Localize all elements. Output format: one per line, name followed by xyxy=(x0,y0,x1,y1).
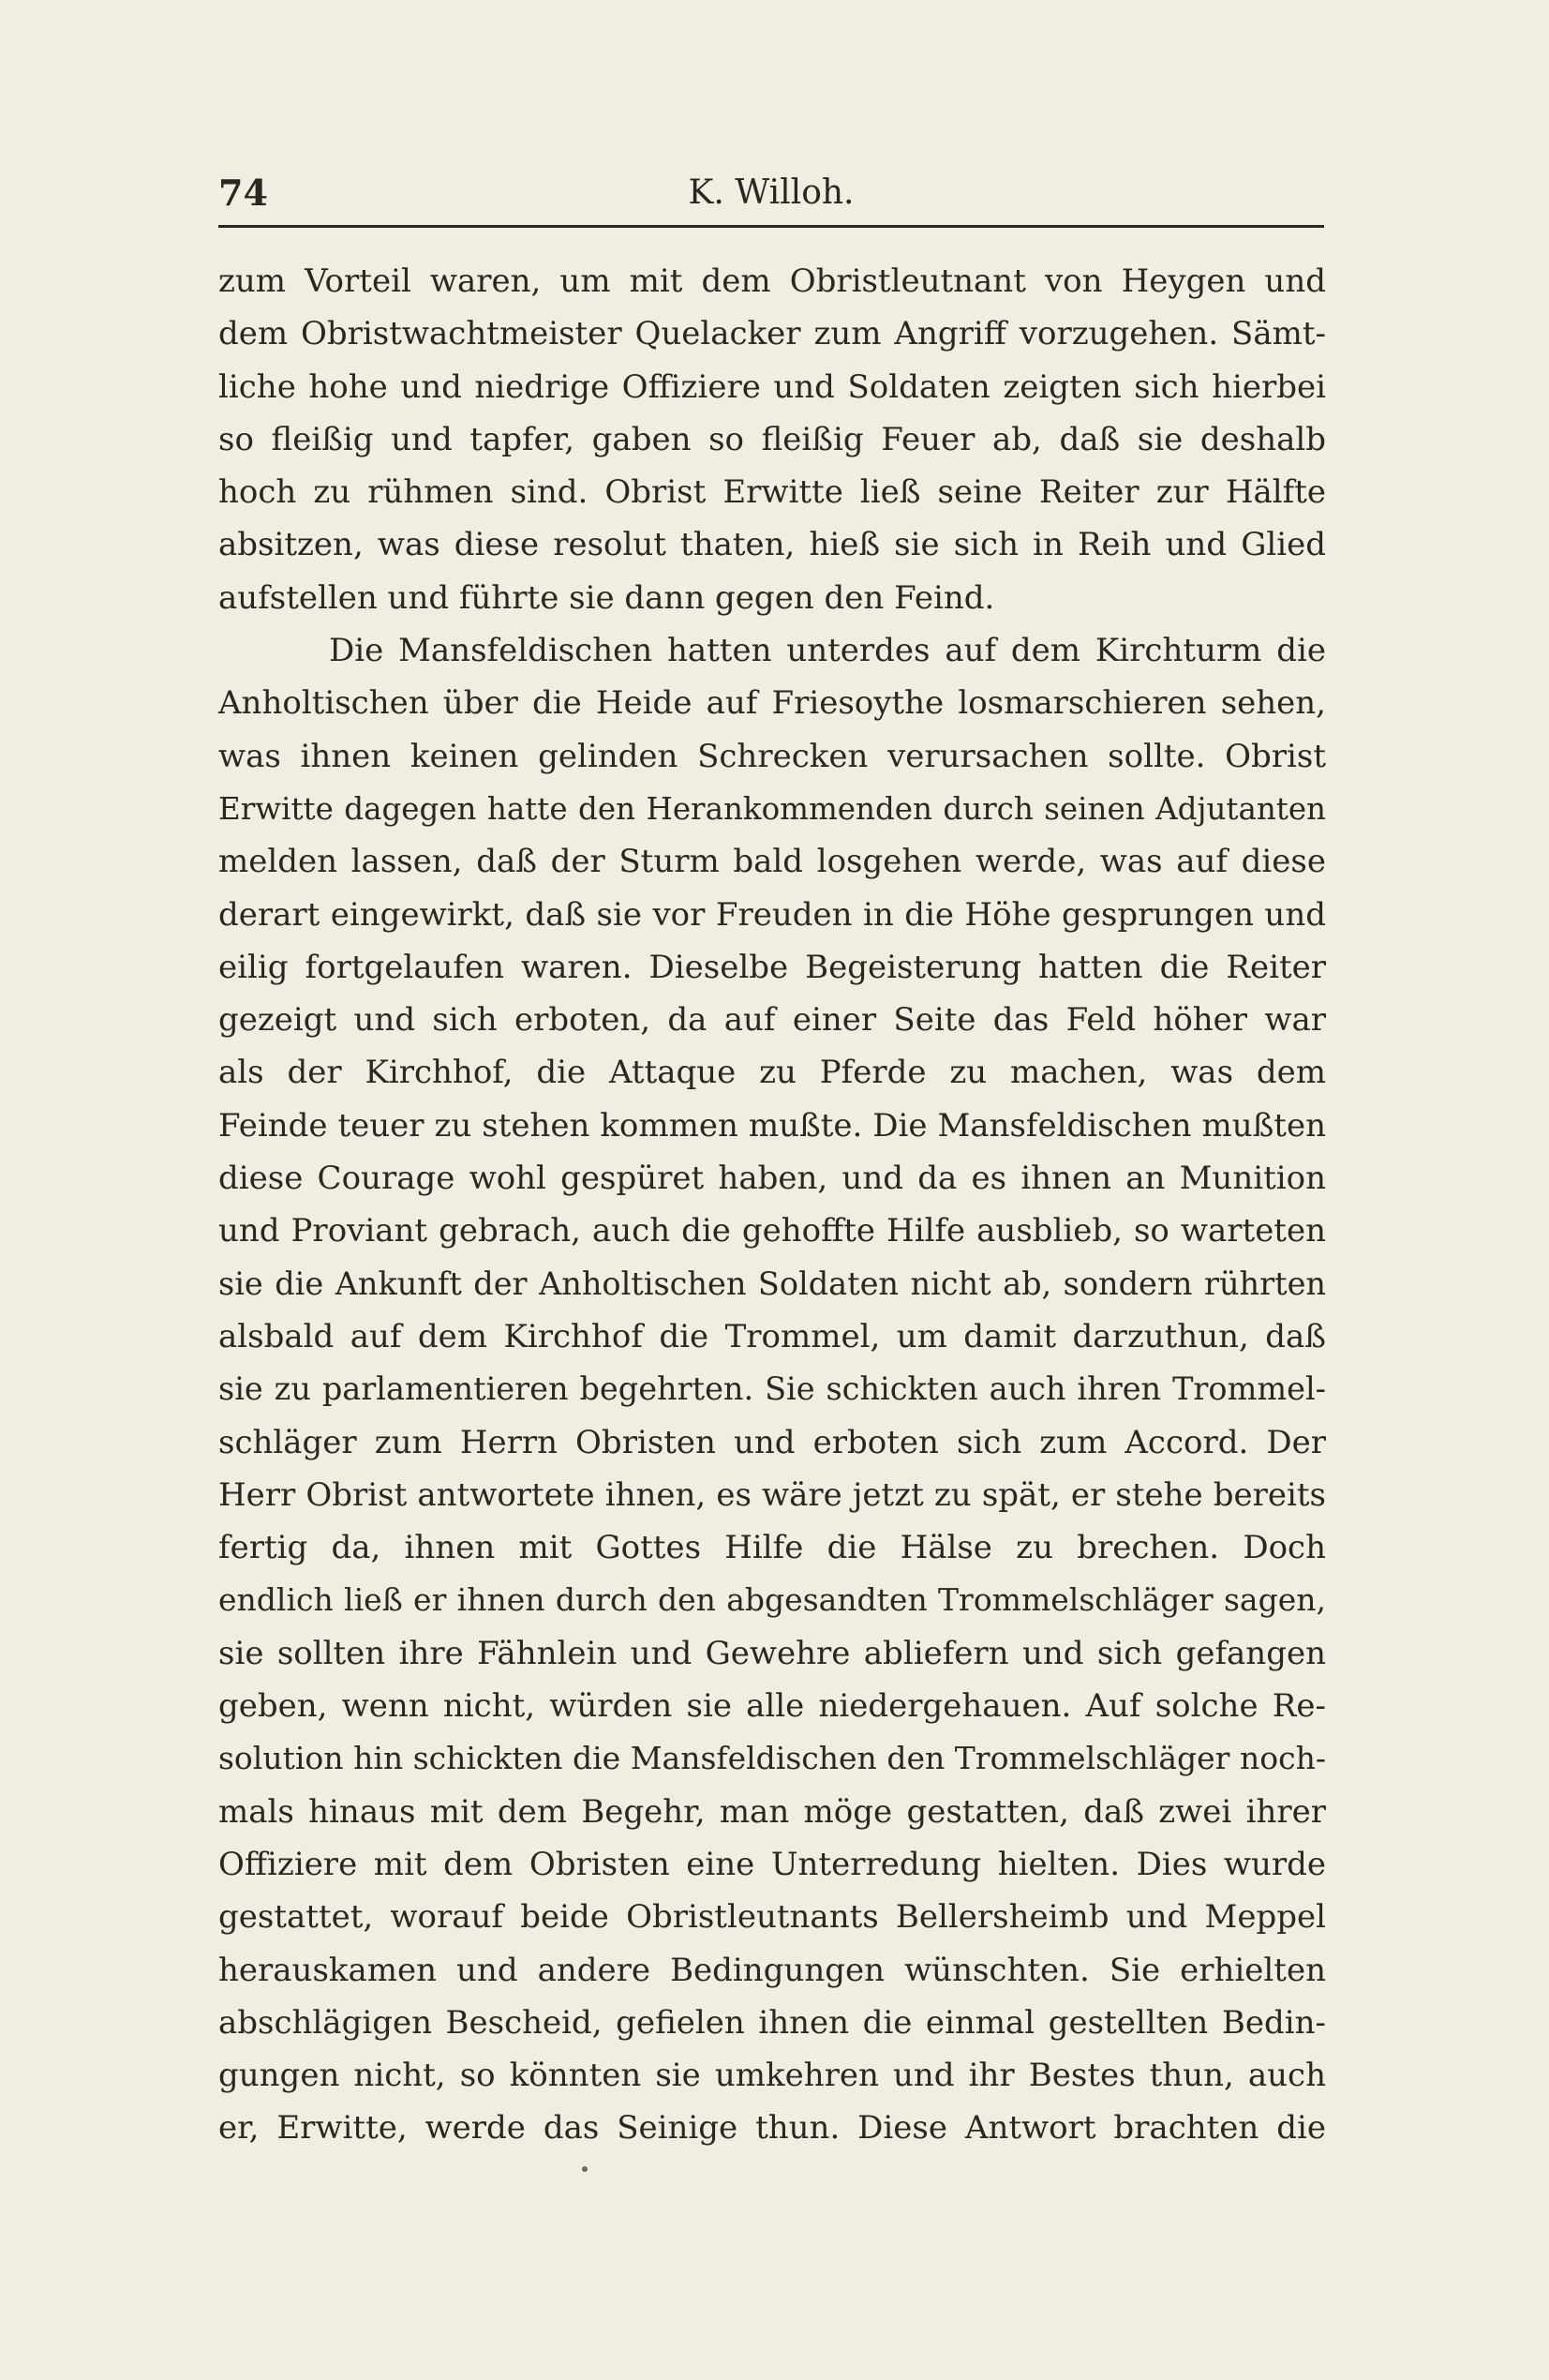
text-line: liche hohe und niedrige Offiziere und Soldaten zeigten sich hierbei xyxy=(218,367,1326,406)
running-head xyxy=(218,165,1324,221)
text-line: dem Obristwachtmeister Quelacker zum Angriff vorzugehen. Sämt- xyxy=(218,315,1326,353)
text-line: geben, wenn nicht, würden sie alle niedergehauen. Auf solche Re- xyxy=(218,1687,1326,1726)
text-line: als der Kirchhof, die Attaque zu Pferde zu machen, was dem xyxy=(218,1054,1326,1092)
text-line: gestattet, worauf beide Obristleutnants Bellersheimb und Meppel xyxy=(218,1898,1326,1937)
text-line: Herr Obrist antwortete ihnen, es wäre jetzt zu spät, er stehe bereits xyxy=(218,1475,1326,1514)
text-line: derart eingewirkt, daß sie vor Freuden in die Höhe gesprungen und xyxy=(218,895,1326,934)
text-line: sie zu parlamentieren begehrten. Sie schickten auch ihren Trommel- xyxy=(218,1370,1326,1408)
text-line: Offiziere mit dem Obristen eine Unterredung hielten. Dies wurde xyxy=(218,1845,1326,1883)
body-text xyxy=(218,255,1326,2155)
text-line: mals hinaus mit dem Begehr, man möge gestatten, daß zwei ihrer xyxy=(218,1792,1326,1831)
text-line: melden lassen, daß der Sturm bald losgehen werde, was auf diese xyxy=(218,843,1326,881)
text-line: alsbald auf dem Kirchhof die Trommel, um damit darzuthun, daß xyxy=(218,1317,1326,1355)
text-line: Feinde teuer zu stehen kommen mußte. Die Mansfeldischen mußten xyxy=(218,1106,1326,1145)
header-rule xyxy=(218,225,1324,228)
text-line: gezeigt und sich erboten, da auf einer Seite das Feld höher war xyxy=(218,1001,1326,1040)
text-line: und Proviant gebrach, auch die gehoffte Hilfe ausblieb, so warteten xyxy=(218,1212,1326,1250)
text-line: absitzen, was diese resolut thaten, hieß sie sich in Reih und Glied xyxy=(218,526,1326,564)
paper-speck xyxy=(582,2166,588,2172)
text-line: sie sollten ihre Fähnlein und Gewehre abliefern und sich gefangen xyxy=(218,1634,1326,1672)
text-line: so fleißig und tapfer, gaben so fleißig Feuer ab, daß sie deshalb xyxy=(218,420,1326,458)
text-line: diese Courage wohl gespüret haben, und da es ihnen an Munition xyxy=(218,1160,1326,1198)
text-line: gungen nicht, so könnten sie umkehren und ihr Bestes thun, auch xyxy=(218,2057,1326,2095)
text-line: aufstellen und führte sie dann gegen den Feind. xyxy=(218,578,995,617)
text-line: fertig da, ihnen mit Gottes Hilfe die Hälse zu brechen. Doch xyxy=(218,1529,1326,1567)
text-line: schläger zum Herrn Obristen und erboten sich zum Accord. Der xyxy=(218,1423,1326,1461)
text-line: hoch zu rühmen sind. Obrist Erwitte ließ seine Reiter zur Hälfte xyxy=(218,473,1326,512)
text-line: eilig fortgelaufen waren. Dieselbe Begeisterung hatten die Reiter xyxy=(218,948,1326,986)
text-line: er, Erwitte, werde das Seinige thun. Diese Antwort brachten die xyxy=(218,2109,1326,2148)
text-line: abschlägigen Bescheid, gefielen ihnen die einmal gestellten Bedin- xyxy=(218,2003,1326,2042)
text-line: sie die Ankunft der Anholtischen Soldaten nicht ab, sondern rührten xyxy=(218,1265,1326,1302)
text-line: Erwitte dagegen hatte den Herankommenden durch seinen Adjutanten xyxy=(218,790,1326,827)
text-line: solution hin schickten die Mansfeldischen den Trommelschläger noch- xyxy=(218,1740,1326,1777)
text-line: was ihnen keinen gelinden Schrecken verursachen sollte. Obrist xyxy=(218,737,1326,775)
text-line: zum Vorteil waren, um mit dem Obristleutnant von Heygen und xyxy=(218,262,1326,300)
text-line: Die Mansfeldischen hatten unterdes auf dem Kirchturm die xyxy=(329,632,1326,670)
page-number: 74 xyxy=(218,172,268,214)
text-line: herauskamen und andere Bedingungen wünschten. Sie erhielten xyxy=(218,1951,1326,1989)
text-line: Anholtischen über die Heide auf Friesoythe losmarschieren sehen, xyxy=(218,684,1326,723)
text-line: endlich ließ er ihnen durch den abgesandten Trommelschläger sagen, xyxy=(218,1581,1326,1619)
running-head-author: K. Willoh. xyxy=(688,173,855,212)
